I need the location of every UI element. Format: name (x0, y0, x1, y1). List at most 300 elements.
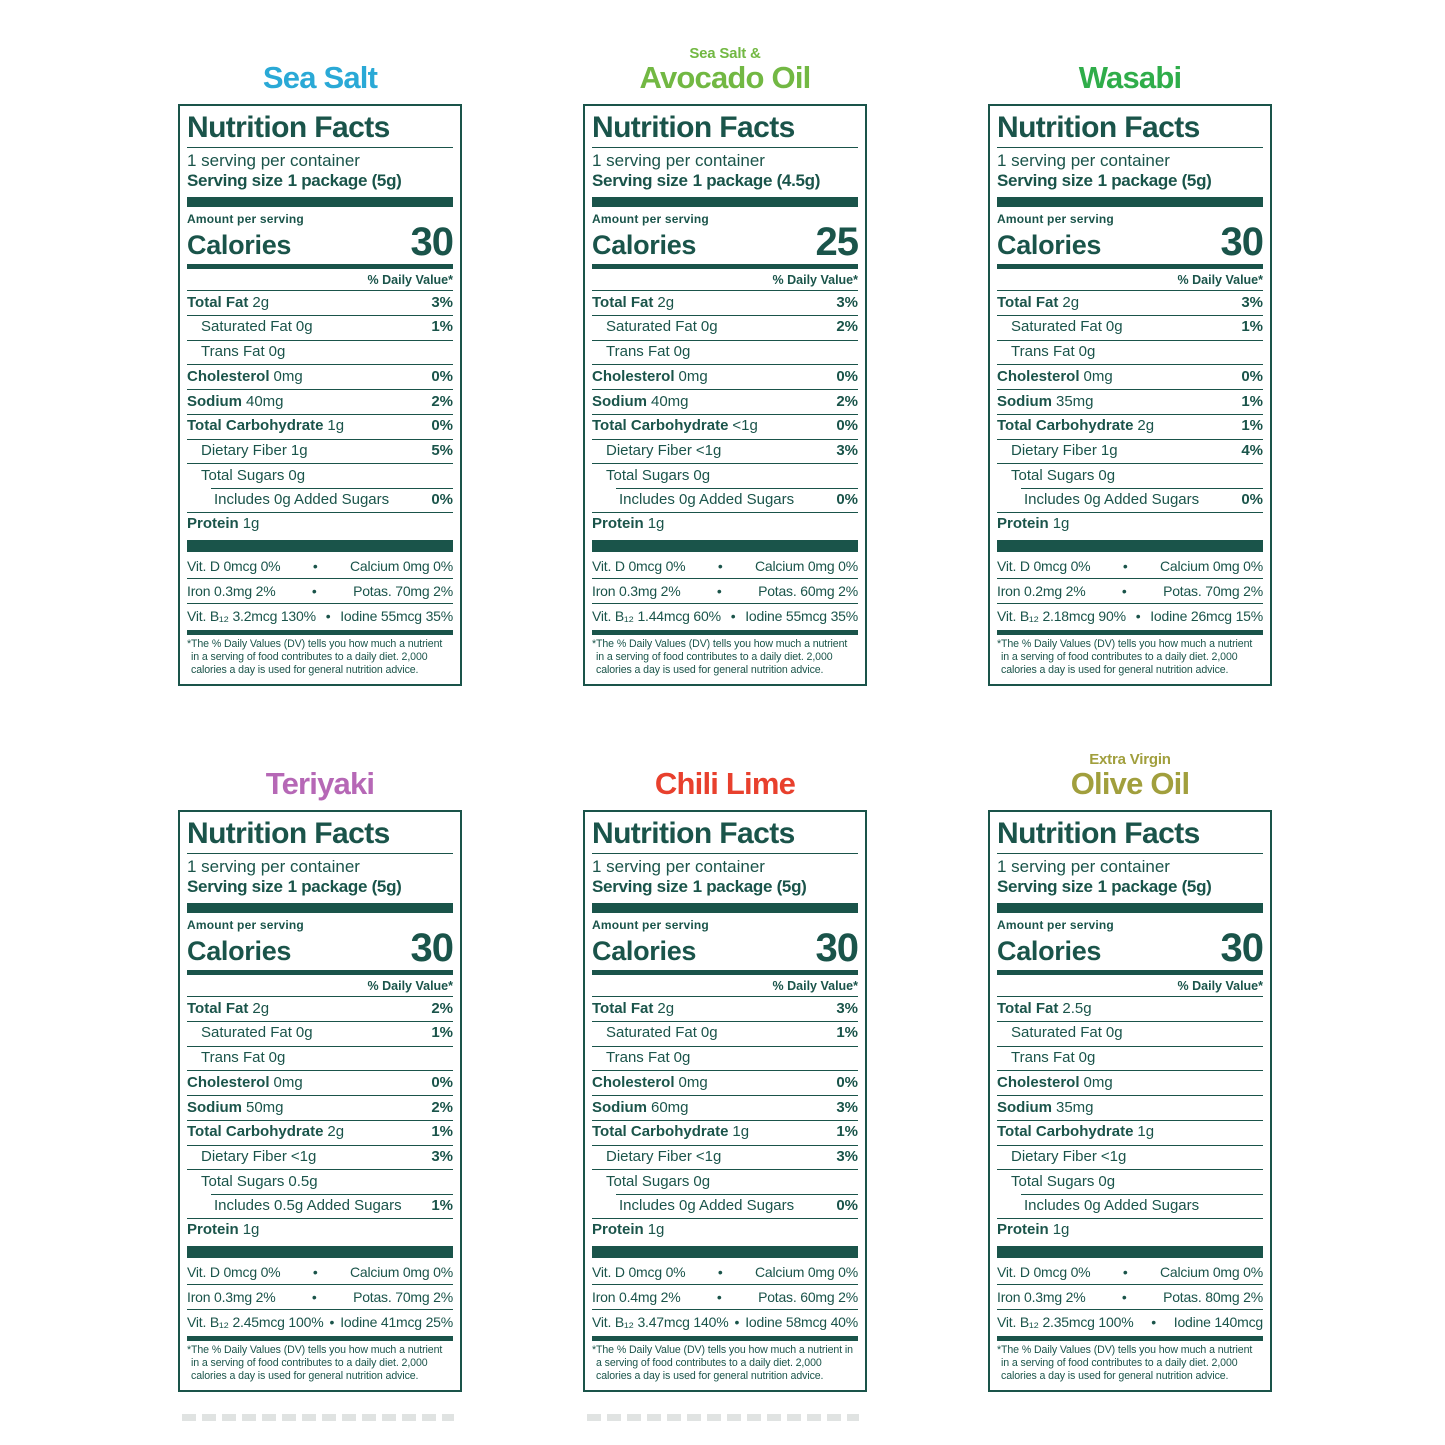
nutrient-text (187, 1024, 313, 1043)
serving-size-value: 1 package (5g) (1097, 170, 1212, 190)
nutrient-dv: 0% (836, 1196, 858, 1214)
nutrient-value: 1g (1137, 1123, 1155, 1141)
flavor-title-block (583, 40, 867, 104)
micronutrient-right: Potas. 60mg 2% (758, 1288, 858, 1305)
nutrition-facts-panel (583, 810, 867, 1392)
calories-row (592, 220, 858, 265)
nutrient-row-saturated-fat (592, 315, 858, 340)
serving-size-value: 1 package (5g) (287, 170, 402, 190)
nutrient-dv: 1% (431, 1123, 453, 1141)
nutrient-value: 0mg (273, 367, 303, 385)
nutrient-value: 0g (673, 343, 691, 361)
servings-per-container: 1 serving per container (997, 150, 1170, 170)
nutrient-dv: 5% (431, 442, 453, 460)
serving-size-line (592, 171, 858, 196)
nutrient-value: 0g (295, 1024, 313, 1042)
servings-per-container: 1 serving per container (592, 856, 765, 876)
nutrient-row-total-fat (592, 291, 858, 315)
nutrient-row-dietary-fiber (187, 1145, 453, 1170)
micronutrient-left: Vit. B₁₂ 2.45mcg 100% (187, 1313, 324, 1330)
micronutrient-left: Vit. D 0mcg 0% (592, 558, 686, 575)
nutrient-text (592, 515, 664, 534)
nutrient-label: Dietary Fiber (201, 1148, 287, 1166)
nutrient-text (997, 318, 1123, 337)
flavor-cell-wasabi (988, 40, 1272, 686)
nutrient-label: Includes 0g Added Sugars (1024, 490, 1200, 508)
nutrient-value: 50mg (246, 1098, 284, 1116)
nutrient-text (997, 491, 1203, 510)
nutrient-label: Total Sugars (1011, 1172, 1095, 1190)
nutrient-row-protein (187, 1218, 453, 1243)
nutrient-text (592, 343, 690, 362)
nutrient-dv: 3% (431, 1148, 453, 1166)
nutrient-dv: 2% (431, 1098, 453, 1116)
nutrient-label: Total Carbohydrate (187, 1123, 324, 1141)
nutrient-label: Cholesterol (592, 367, 675, 385)
nutrient-row-trans-fat (187, 1046, 453, 1071)
nutrient-label: Sodium (997, 392, 1052, 410)
nutrient-value: 1g (1052, 1221, 1070, 1239)
bullet-separator: • (1121, 1288, 1127, 1305)
nutrient-value: 40mg (651, 392, 689, 410)
nutrient-label: Total Carbohydrate (997, 417, 1134, 435)
nutrient-row-added-sugars (997, 488, 1263, 512)
micronutrient-row-iron-potassium (997, 1284, 1263, 1309)
nutrient-text (592, 1173, 710, 1192)
amount-per-serving-label: Amount per serving (187, 212, 304, 227)
nutrient-value: 0g (693, 466, 711, 484)
micronutrient-left: Vit. B₁₂ 2.18mcg 90% (997, 607, 1126, 624)
bullet-separator: • (717, 558, 723, 575)
nutrient-dv: 0% (431, 367, 453, 385)
nutrient-text (997, 1099, 1094, 1118)
nutrient-row-added-sugars (592, 488, 858, 512)
bullet-separator: • (1121, 582, 1127, 599)
nutrient-label: Includes 0.5g Added Sugars (214, 1196, 402, 1214)
nutrition-facts-heading: Nutrition Facts (997, 112, 1263, 148)
nutrient-text (592, 1074, 708, 1093)
flavor-cell-sea-salt (178, 40, 462, 686)
nutrient-label: Total Sugars (201, 1172, 285, 1190)
amount-per-serving-label: Amount per serving (592, 212, 709, 227)
nutrient-text (592, 467, 710, 486)
nutrient-text (187, 1148, 316, 1167)
micronutrient-right: Iodine 55mcg 35% (745, 607, 858, 624)
calories-value: 30 (1220, 220, 1263, 265)
nutrition-facts-panel (178, 104, 462, 686)
bullet-separator: • (1151, 1313, 1156, 1330)
nutrient-label: Total Carbohydrate (592, 1123, 729, 1141)
nutrient-text (187, 417, 344, 436)
nutrient-value: 1g (327, 417, 345, 435)
nutrient-row-added-sugars (187, 1194, 453, 1218)
serving-size-value: 1 package (5g) (287, 876, 402, 896)
amount-per-serving-label: Amount per serving (997, 212, 1114, 227)
nutrient-label: Trans Fat (201, 1049, 265, 1067)
nutrition-facts-heading: Nutrition Facts (592, 818, 858, 854)
servings-per-container: 1 serving per container (187, 150, 360, 170)
bullet-separator: • (1135, 607, 1141, 624)
flavor-title: Sea Salt (262, 60, 378, 96)
cutoff-ingredients-text (587, 1414, 859, 1421)
nutrient-label: Dietary Fiber (606, 1148, 692, 1166)
nutrient-dv: 2% (836, 392, 858, 410)
nutrient-row-cholesterol (592, 1070, 858, 1095)
calories-value: 25 (815, 220, 858, 265)
nutrient-value: 0g (1105, 1024, 1123, 1042)
nutrient-label: Total Sugars (606, 1172, 690, 1190)
nutrient-value: 1g (242, 1221, 260, 1239)
nutrient-dv: 3% (836, 1098, 858, 1116)
nutrient-text (997, 1173, 1115, 1192)
nutrient-text (997, 1074, 1113, 1093)
nutrient-text (997, 294, 1079, 313)
nutrient-row-trans-fat (997, 340, 1263, 365)
nutrition-facts-panel (988, 104, 1272, 686)
serving-size-label: Serving size (592, 170, 688, 190)
nutrient-label: Trans Fat (201, 343, 265, 361)
bullet-separator: • (716, 1288, 722, 1305)
nutrition-facts-panel (988, 810, 1272, 1392)
nutrient-row-protein (187, 512, 453, 537)
calories-row (997, 926, 1263, 971)
nutrient-value: <1g (695, 1148, 722, 1166)
nutrient-label: Saturated Fat (606, 318, 697, 336)
nutrition-facts-heading: Nutrition Facts (187, 818, 453, 854)
bullet-separator: • (1122, 558, 1128, 575)
serving-size-value: 1 package (5g) (1097, 876, 1212, 896)
nutrient-label: Saturated Fat (606, 1024, 697, 1042)
nutrient-text (997, 1123, 1154, 1142)
nutrient-text (187, 1197, 406, 1216)
nutrient-row-cholesterol (187, 1070, 453, 1095)
nutrient-value: 0g (1105, 318, 1123, 336)
nutrient-text (592, 1148, 721, 1167)
nutrient-text (592, 1197, 798, 1216)
nutrient-text (187, 318, 313, 337)
divider-bar-thick (592, 903, 858, 913)
nutrient-text (187, 393, 284, 412)
divider-bar-thick (187, 1246, 453, 1258)
nutrient-value: 0g (673, 1049, 691, 1067)
micronutrient-right: Iodine 41mcg 25% (340, 1313, 453, 1330)
nutrient-dv: 3% (836, 1148, 858, 1166)
daily-value-footnote: *The % Daily Values (DV) tells you how much a nutrient in a serving of food contributes to a daily diet. 2,000 calories a day is used for general nutrition advice. (997, 1343, 1253, 1382)
nutrient-label: Total Fat (187, 999, 249, 1017)
nutrient-label: Dietary Fiber (201, 442, 287, 460)
nutrient-row-sodium (997, 1095, 1263, 1120)
nutrient-text (187, 294, 269, 313)
nutrient-text (997, 1221, 1069, 1240)
daily-value-footnote: *The % Daily Values (DV) tells you how much a nutrient in a serving of food contributes to a daily diet. 2,000 calories a day is used for general nutrition advice. (187, 637, 443, 676)
micronutrient-left: Vit. B₁₂ 3.2mcg 130% (187, 607, 316, 624)
flavor-pretitle: Extra Virgin (1089, 751, 1171, 769)
nutrient-text (997, 442, 1118, 461)
nutrition-facts-heading: Nutrition Facts (592, 112, 858, 148)
nutrient-text (592, 417, 758, 436)
serving-size-value: 1 package (5g) (692, 876, 807, 896)
divider-bar-thick (997, 1246, 1263, 1258)
flavor-title: Chili Lime (654, 766, 796, 802)
micronutrient-right: Potas. 70mg 2% (353, 1288, 453, 1305)
micronutrient-left: Vit. B₁₂ 3.47mcg 140% (592, 1313, 729, 1330)
panel-slot (583, 810, 867, 1392)
nutrient-text (187, 515, 259, 534)
flavor-title: Wasabi (1078, 60, 1182, 96)
nutrient-dv: 0% (836, 490, 858, 508)
micronutrient-row-b12-iodine (997, 603, 1263, 628)
bullet-separator: • (329, 1313, 335, 1330)
nutrient-label: Trans Fat (1011, 343, 1075, 361)
nutrient-value: 1g (242, 515, 260, 533)
nutrient-value: 2.5g (1062, 999, 1092, 1017)
calories-label: Calories (187, 936, 292, 967)
nutrient-label: Includes 0g Added Sugars (619, 490, 795, 508)
serving-size-label: Serving size (997, 876, 1093, 896)
serving-size-line (592, 877, 858, 902)
nutrient-text (187, 491, 393, 510)
nutrient-row-total-fat (187, 291, 453, 315)
serving-size-line (187, 877, 453, 902)
nutrient-label: Sodium (592, 1098, 647, 1116)
bullet-separator: • (312, 558, 318, 575)
nutrient-value: 1g (647, 515, 665, 533)
nutrient-row-dietary-fiber (997, 439, 1263, 464)
nutrient-row-trans-fat (187, 340, 453, 365)
flavor-title: Olive Oil (1070, 766, 1190, 802)
nutrient-text (187, 467, 305, 486)
divider-bar-thick (187, 540, 453, 552)
flavor-cell-olive-oil (988, 738, 1272, 1392)
nutrient-value: 0g (1098, 1172, 1116, 1190)
nutrient-dv: 2% (431, 392, 453, 410)
servings-per-container: 1 serving per container (997, 856, 1170, 876)
nutrient-label: Sodium (592, 392, 647, 410)
micronutrient-left: Vit. D 0mcg 0% (997, 1264, 1091, 1281)
bullet-separator: • (311, 1288, 317, 1305)
nutrient-value: 35mg (1056, 392, 1094, 410)
nutrient-value: 0mg (678, 367, 708, 385)
nutrient-value: 0g (1098, 466, 1116, 484)
nutrient-text (592, 368, 708, 387)
nutrient-text (187, 343, 285, 362)
serving-size-label: Serving size (592, 876, 688, 896)
nutrient-row-total-fat (187, 997, 453, 1021)
nutrient-row-trans-fat (592, 340, 858, 365)
nutrient-row-trans-fat (592, 1046, 858, 1071)
nutrient-row-protein (997, 512, 1263, 537)
nutrient-row-total-carbohydrate (997, 414, 1263, 439)
micronutrient-right: Calcium 0mg 0% (349, 558, 453, 575)
calories-value: 30 (410, 220, 453, 265)
daily-value-footnote: *The % Daily Value (DV) tells you how much a nutrient in a serving of food contributes to a daily diet. 2,000 calories a day is used for general nutrition advice. (592, 1343, 853, 1382)
daily-value-header: % Daily Value* (592, 975, 858, 997)
serving-size-line (187, 171, 453, 196)
micronutrient-left: Iron 0.3mg 2% (187, 1288, 276, 1305)
nutrient-dv: 2% (431, 999, 453, 1017)
nutrient-dv: 0% (1241, 490, 1263, 508)
nutrient-label: Saturated Fat (1011, 1024, 1102, 1042)
nutrient-row-total-sugars (997, 1169, 1263, 1194)
nutrition-facts-panel (583, 104, 867, 686)
nutrient-label: Trans Fat (606, 343, 670, 361)
panel-slot (988, 810, 1272, 1392)
serving-size-label: Serving size (187, 876, 283, 896)
nutrient-row-sodium (997, 389, 1263, 414)
bullet-separator: • (730, 607, 736, 624)
nutrient-dv: 1% (1241, 318, 1263, 336)
nutrient-label: Total Sugars (201, 466, 285, 484)
nutrient-row-cholesterol (592, 364, 858, 389)
nutrient-label: Cholesterol (592, 1073, 675, 1091)
nutrient-label: Sodium (997, 1098, 1052, 1116)
nutrient-value: 0mg (1083, 1073, 1113, 1091)
flavor-title-block (583, 738, 867, 810)
nutrient-dv: 0% (836, 1073, 858, 1091)
nutrient-label: Protein (187, 515, 239, 533)
micronutrient-row-vitd-calcium (592, 555, 858, 579)
micronutrient-right: Calcium 0mg 0% (349, 1264, 453, 1281)
nutrient-text (187, 1221, 259, 1240)
nutrient-value: 1g (1100, 442, 1118, 460)
micronutrient-right: Calcium 0mg 0% (754, 1264, 858, 1281)
nutrient-dv: 1% (431, 1196, 453, 1214)
panel-slot (178, 104, 462, 686)
nutrient-text (592, 1000, 674, 1019)
nutrient-text (997, 467, 1115, 486)
micronutrient-left: Iron 0.4mg 2% (592, 1288, 681, 1305)
nutrient-label: Total Sugars (1011, 466, 1095, 484)
nutrient-value: 0g (268, 1049, 286, 1067)
nutrient-row-trans-fat (997, 1046, 1263, 1071)
nutrient-text (997, 515, 1069, 534)
amount-per-serving-label: Amount per serving (997, 918, 1114, 933)
nutrient-text (187, 368, 303, 387)
nutrient-label: Dietary Fiber (1011, 442, 1097, 460)
nutrient-label: Sodium (187, 392, 242, 410)
nutrient-row-dietary-fiber (187, 439, 453, 464)
nutrient-text (592, 442, 721, 461)
serving-size-label: Serving size (997, 170, 1093, 190)
nutrient-row-total-sugars (592, 463, 858, 488)
nutrient-value: <1g (290, 1148, 317, 1166)
serving-size-label: Serving size (187, 170, 283, 190)
flavor-cell-avocado-oil (583, 40, 867, 686)
nutrient-text (592, 491, 798, 510)
nutrient-value: 2g (657, 293, 675, 311)
nutrient-text (187, 442, 308, 461)
nutrient-dv: 0% (431, 1073, 453, 1091)
nutrient-dv: 0% (836, 367, 858, 385)
nutrient-value: 0g (268, 343, 286, 361)
daily-value-header: % Daily Value* (997, 975, 1263, 997)
nutrient-value: 0mg (273, 1073, 303, 1091)
nutrient-text (592, 1024, 718, 1043)
calories-row (187, 926, 453, 971)
nutrient-label: Trans Fat (1011, 1049, 1075, 1067)
daily-value-footnote: *The % Daily Values (DV) tells you how much a nutrient in a serving of food contributes to a daily diet. 2,000 calories a day is used for general nutrition advice. (997, 637, 1253, 676)
nutrient-label: Total Carbohydrate (997, 1123, 1134, 1141)
nutrition-facts-heading: Nutrition Facts (187, 112, 453, 148)
bullet-separator: • (716, 582, 722, 599)
micronutrient-row-iron-potassium (592, 1284, 858, 1309)
nutrient-text (592, 393, 689, 412)
divider-bar-thick (997, 903, 1263, 913)
nutrient-dv: 0% (1241, 367, 1263, 385)
nutrient-label: Cholesterol (997, 367, 1080, 385)
micronutrient-row-b12-iodine (187, 1309, 453, 1334)
calories-label: Calories (592, 936, 697, 967)
divider-bar-thick (997, 197, 1263, 207)
nutrient-row-total-sugars (187, 1169, 453, 1194)
nutrient-row-dietary-fiber (592, 1145, 858, 1170)
divider-bar-thick (187, 197, 453, 207)
nutrient-label: Total Fat (592, 999, 654, 1017)
calories-row (997, 220, 1263, 265)
nutrient-label: Trans Fat (606, 1049, 670, 1067)
micronutrient-row-b12-iodine (187, 603, 453, 628)
nutrient-label: Cholesterol (187, 1073, 270, 1091)
micronutrient-left: Vit. D 0mcg 0% (997, 558, 1091, 575)
nutrient-label: Includes 0g Added Sugars (1024, 1196, 1200, 1214)
micronutrient-row-b12-iodine (997, 1309, 1263, 1334)
micronutrient-left: Vit. D 0mcg 0% (187, 558, 281, 575)
nutrient-text (997, 1148, 1126, 1167)
nutrient-value: 2g (1137, 417, 1155, 435)
nutrient-value: 2g (252, 999, 270, 1017)
nutrient-label: Protein (997, 1221, 1049, 1239)
micronutrient-row-vitd-calcium (187, 555, 453, 579)
daily-value-header: % Daily Value* (187, 975, 453, 997)
bullet-separator: • (312, 1264, 318, 1281)
micronutrient-row-iron-potassium (187, 1284, 453, 1309)
nutrient-row-protein (997, 1218, 1263, 1243)
daily-value-header: % Daily Value* (187, 269, 453, 291)
micronutrient-row-vitd-calcium (997, 555, 1263, 579)
nutrient-label: Protein (997, 515, 1049, 533)
nutrient-label: Total Carbohydrate (592, 417, 729, 435)
nutrient-label: Includes 0g Added Sugars (214, 490, 390, 508)
micronutrient-row-b12-iodine (592, 603, 858, 628)
bullet-separator: • (311, 582, 317, 599)
divider-bar-thick (592, 1246, 858, 1258)
nutrient-value: <1g (732, 417, 758, 435)
flavor-title-block (178, 738, 462, 810)
nutrient-value: 0g (1078, 1049, 1096, 1067)
flavor-cell-teriyaki (178, 738, 462, 1392)
nutrient-value: 0g (288, 466, 306, 484)
nutrient-value: 0g (1078, 343, 1096, 361)
nutrient-label: Protein (592, 1221, 644, 1239)
nutrient-value: 0.5g (288, 1172, 318, 1190)
amount-per-serving-label: Amount per serving (592, 918, 709, 933)
nutrient-row-added-sugars (997, 1194, 1263, 1218)
bullet-separator: • (717, 1264, 723, 1281)
nutrient-text (997, 417, 1154, 436)
nutrient-dv: 3% (836, 442, 858, 460)
nutrient-label: Saturated Fat (201, 1024, 292, 1042)
nutrient-row-total-sugars (592, 1169, 858, 1194)
nutrient-label: Saturated Fat (1011, 318, 1102, 336)
nutrient-label: Dietary Fiber (606, 442, 692, 460)
nutrient-row-total-carbohydrate (187, 1120, 453, 1145)
nutrient-dv: 0% (431, 490, 453, 508)
nutrient-label: Total Carbohydrate (187, 417, 324, 435)
micronutrient-right: Iodine 26mcg 15% (1150, 607, 1263, 624)
nutrient-dv: 0% (431, 417, 453, 435)
micronutrient-row-vitd-calcium (997, 1261, 1263, 1285)
nutrient-text (997, 1197, 1203, 1216)
